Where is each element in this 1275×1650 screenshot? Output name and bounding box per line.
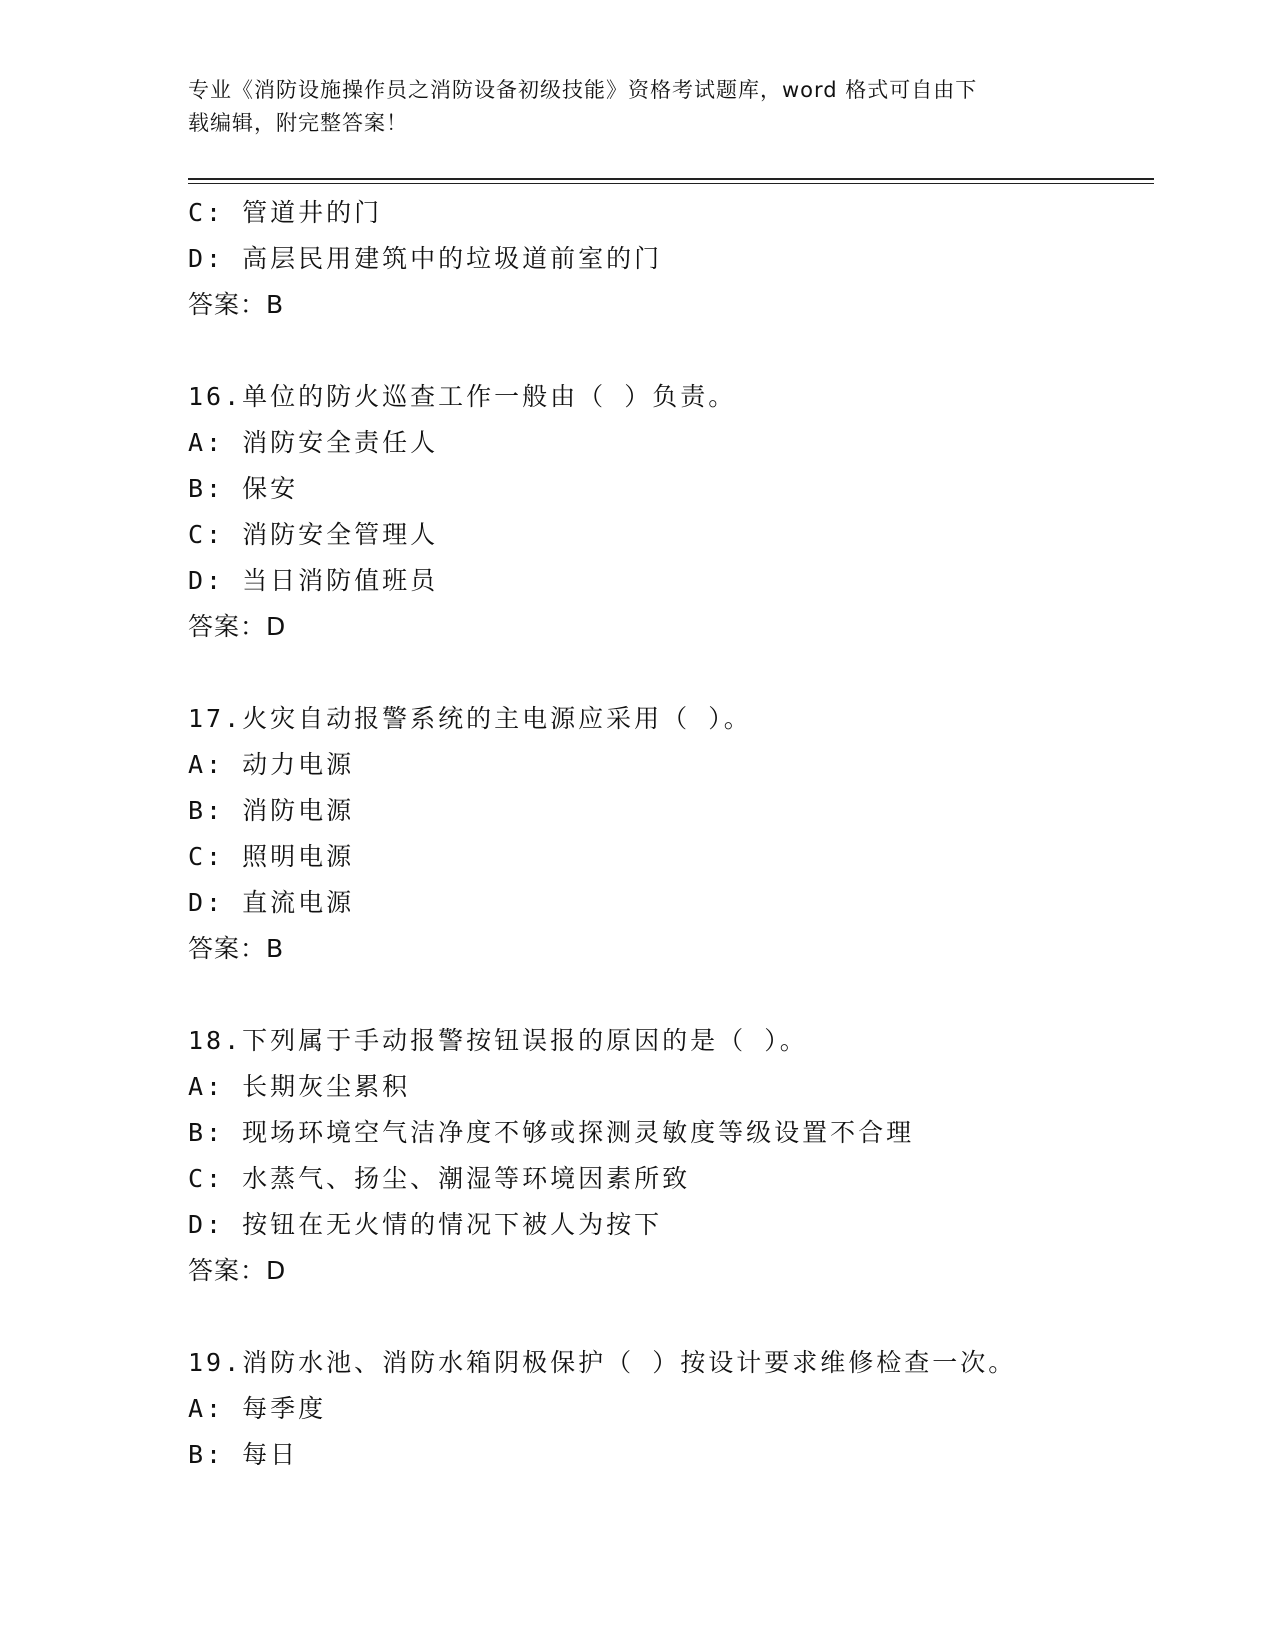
q19-stem: 19.消防水池、消防水箱阴极保护（ ）按设计要求维修检查一次。 (188, 1348, 1017, 1377)
q19-option-a: A: 每季度 (188, 1394, 327, 1423)
q17-option-d: D: 直流电源 (188, 888, 355, 917)
q15-option-d: D: 高层民用建筑中的垃圾道前室的门 (188, 244, 663, 273)
q18-option-b: B: 现场环境空气洁净度不够或探测灵敏度等级设置不合理 (188, 1118, 915, 1147)
q16-answer: 答案：D (188, 612, 287, 641)
q16-option-d: D: 当日消防值班员 (188, 566, 439, 595)
q18-stem: 18.下列属于手动报警按钮误报的原因的是（ ）。 (188, 1026, 808, 1055)
header-divider (188, 178, 1154, 180)
q17-option-a: A: 动力电源 (188, 750, 355, 779)
header-line-1: 专业《消防设施操作员之消防设备初级技能》资格考试题库，word 格式可自由下 (188, 78, 978, 102)
q18-option-a: A: 长期灰尘累积 (188, 1072, 411, 1101)
q17-option-b: B: 消防电源 (188, 796, 355, 825)
header-divider-thin (188, 183, 1154, 184)
q19-option-b: B: 每日 (188, 1440, 299, 1469)
q17-answer: 答案：B (188, 934, 285, 963)
q17-stem: 17.火灾自动报警系统的主电源应采用（ ）。 (188, 704, 752, 733)
q15-answer: 答案：B (188, 290, 285, 319)
header-line-2: 载编辑，附完整答案！ (188, 111, 408, 135)
q18-answer: 答案：D (188, 1256, 287, 1285)
q18-option-d: D: 按钮在无火情的情况下被人为按下 (188, 1210, 663, 1239)
q15-option-c: C: 管道井的门 (188, 198, 383, 227)
document-header (188, 74, 1068, 140)
q16-option-c: C: 消防安全管理人 (188, 520, 439, 549)
q17-option-c: C: 照明电源 (188, 842, 355, 871)
q16-option-b: B: 保安 (188, 474, 299, 503)
q16-stem: 16.单位的防火巡查工作一般由（ ）负责。 (188, 382, 737, 411)
q18-option-c: C: 水蒸气、扬尘、潮湿等环境因素所致 (188, 1164, 691, 1193)
q16-option-a: A: 消防安全责任人 (188, 428, 439, 457)
question-list (188, 190, 1168, 1478)
